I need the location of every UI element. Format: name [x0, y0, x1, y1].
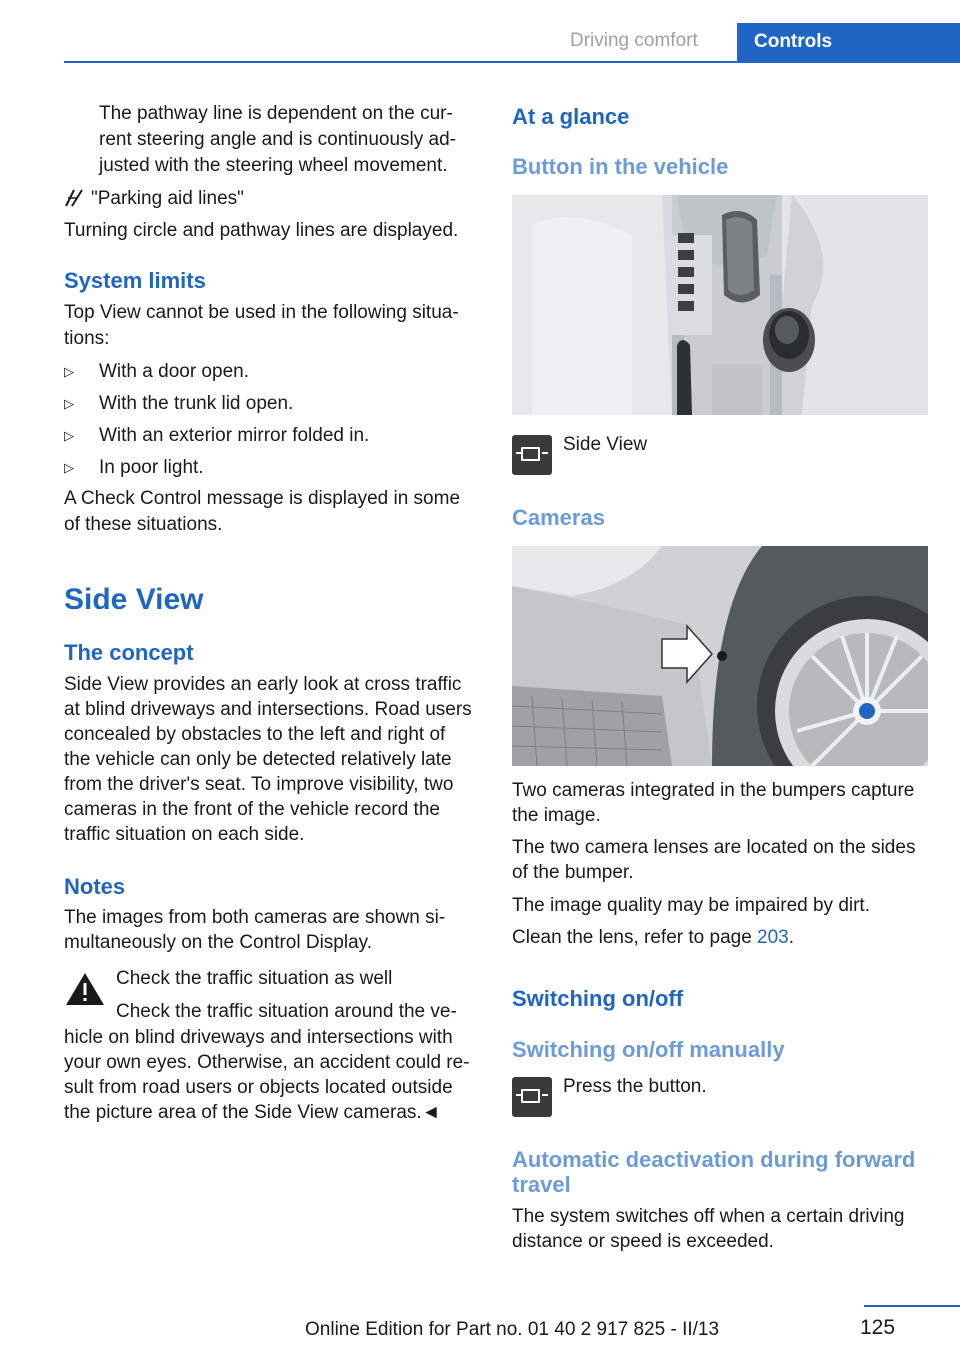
- bullet-marker-icon: ▷: [64, 460, 74, 475]
- cameras-text-line-1: Two cameras integrated in the bumpers capture: [512, 780, 915, 801]
- side-view-button-icon: [512, 1077, 552, 1117]
- pathway-text-line-1: The pathway line is dependent on the cur-: [99, 103, 453, 124]
- at-a-glance-heading: At a glance: [512, 104, 630, 129]
- auto-deactivation-text-line-2: distance or speed is exceeded.: [512, 1231, 774, 1252]
- bullet-marker-icon: ▷: [64, 364, 74, 379]
- bullet-marker-icon: ▷: [64, 396, 74, 411]
- cameras-text-line-3: The two camera lenses are located on the sides: [512, 837, 916, 858]
- auto-deactivation-heading-line-1: Automatic deactivation during forward: [512, 1147, 916, 1172]
- concept-text-line: the vehicle can only be detected relatively late: [64, 749, 452, 770]
- concept-heading: The concept: [64, 640, 194, 665]
- center-console-image: [512, 195, 928, 415]
- turning-circle-text: Turning circle and pathway lines are displayed.: [64, 220, 459, 241]
- warning-text-line-4: sult from road users or objects located outside: [64, 1077, 453, 1098]
- camera-location-image: [512, 546, 928, 766]
- page-reference-link[interactable]: 203: [757, 927, 789, 948]
- side-view-button-icon: [512, 435, 552, 475]
- cameras-heading: Cameras: [512, 505, 605, 530]
- concept-text-line: at blind driveways and intersections. Road users: [64, 699, 472, 720]
- check-control-text-line-2: of these situations.: [64, 514, 223, 535]
- side-view-button-label: Side View: [563, 434, 648, 455]
- concept-text-line: Side View provides an early look at cross traffic: [64, 674, 462, 695]
- notes-heading: Notes: [64, 874, 126, 899]
- warning-text-line-2: hicle on blind driveways and intersections with: [64, 1027, 453, 1048]
- concept-text-line: from the driver's seat. To improve visibility, two: [64, 774, 454, 795]
- warning-text-line-3: your own eyes. Otherwise, an accident could re-: [64, 1052, 470, 1073]
- auto-deactivation-text-line-1: The system switches off when a certain driving: [512, 1206, 905, 1227]
- side-view-heading: Side View: [64, 583, 204, 616]
- auto-deactivation-heading-line-2: travel: [512, 1172, 571, 1197]
- footer-edition-text: Online Edition for Part no. 01 40 2 917 825 - II/13: [305, 1319, 720, 1340]
- page-number: 125: [860, 1316, 896, 1339]
- button-in-vehicle-heading: Button in the vehicle: [512, 154, 729, 179]
- clean-lens-text: Clean the lens, refer to page 203.: [512, 927, 795, 948]
- cameras-text-line-4: of the bumper.: [512, 862, 634, 883]
- footer-rule: [864, 1305, 960, 1307]
- concept-text-line: traffic situation on each side.: [64, 824, 305, 845]
- system-limits-text-line-2: tions:: [64, 328, 110, 349]
- notes-text-line-2: multaneously on the Control Display.: [64, 932, 373, 953]
- switching-manual-heading: Switching on/off manually: [512, 1037, 785, 1062]
- notes-text-line-1: The images from both cameras are shown si-: [64, 907, 446, 928]
- warning-text-line-5: the picture area of the Side View cameras.◄: [64, 1102, 441, 1123]
- parking-aid-label: "Parking aid lines": [91, 188, 244, 209]
- warning-title: Check the traffic situation as well: [116, 968, 393, 989]
- header-rule: [64, 61, 960, 63]
- header-chapter-tab: Controls: [737, 23, 960, 63]
- check-control-text-line-1: A Check Control message is displayed in some: [64, 488, 461, 509]
- concept-text-line: concealed by obstacles to the left and right of: [64, 724, 446, 745]
- cameras-text-line-2: the image.: [512, 805, 601, 826]
- concept-text-line: cameras in the front of the vehicle record the: [64, 799, 440, 820]
- parking-aid-lines-icon: [64, 186, 86, 208]
- system-limits-heading: System limits: [64, 268, 206, 293]
- cameras-text-line-5: The image quality may be impaired by dirt.: [512, 895, 870, 916]
- press-button-text: Press the button.: [563, 1076, 707, 1097]
- system-limits-text-line-1: Top View cannot be used in the following situa-: [64, 302, 459, 323]
- warning-text-line-1: Check the traffic situation around the ve-: [116, 1001, 457, 1022]
- header-section-title: Driving comfort: [570, 30, 698, 51]
- bullet-marker-icon: ▷: [64, 428, 74, 443]
- pathway-text-line-3: justed with the steering wheel movement.: [99, 155, 448, 176]
- switching-heading: Switching on/off: [512, 986, 684, 1011]
- pathway-text-line-2: rent steering angle and is continuously ad-: [99, 129, 457, 150]
- warning-icon: [64, 970, 106, 1008]
